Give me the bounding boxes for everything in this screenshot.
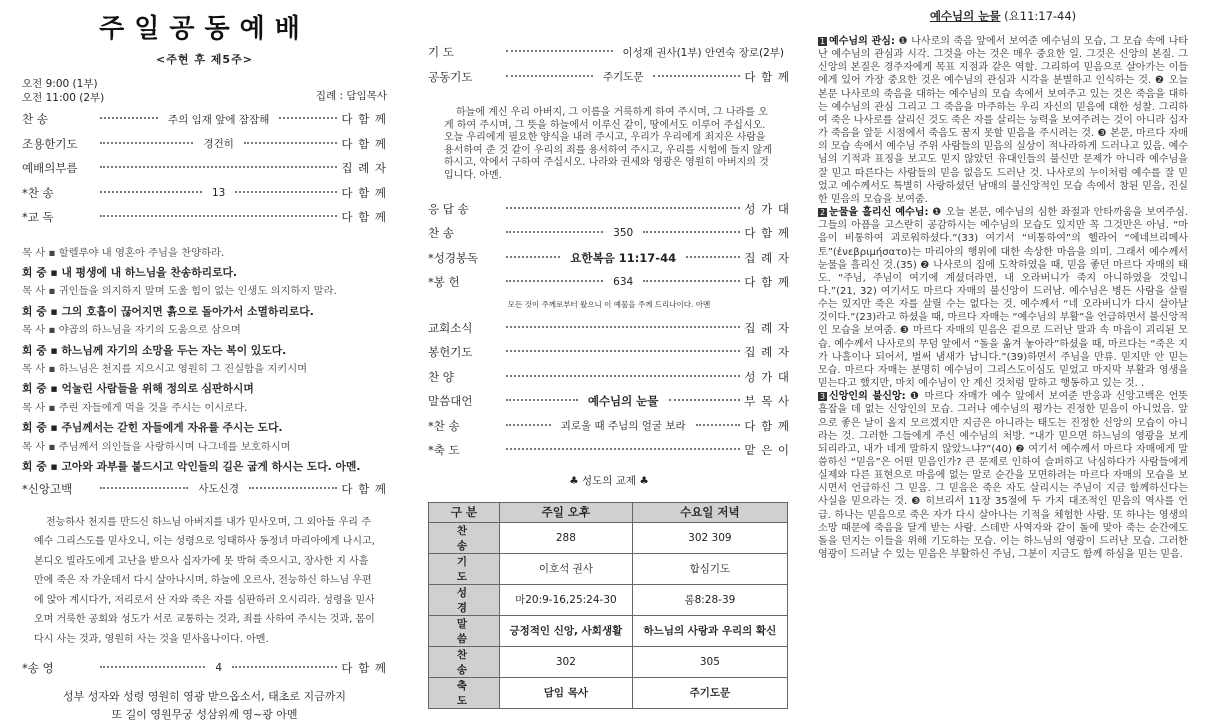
order-row	[428, 389, 790, 414]
order-content: 예수님의 눈물	[587, 394, 659, 409]
order-list-bottom	[428, 316, 790, 463]
schedule-cell: 305	[632, 646, 787, 677]
schedule-cell: 기 도	[429, 553, 500, 584]
order-label: 말씀대언	[428, 394, 473, 409]
dot-leader	[244, 142, 337, 144]
schedule-header-cell: 구 분	[429, 502, 500, 522]
section-body: ❶ 나사로의 죽음 앞에서 보여준 예수님의 모습, 그 모습 속에 나타난 예수님의 관심과 시각. 그것을 아는 것은 매우 중요한 일. 그것은 신앙의 본질. 그 신앙의 본질은 경주자에게 목표 지점과 같은 역할. 그리하여 믿음으로 살아가는 이들에게 있어 가장 중요한 것은 예수님의 관심과 시각을 분별하고 인식하는 것. ❷ 오늘 본문 나사로의 죽음을 대하는 예수님의 모습 속에서 보여주고 있는 것은 죽음을 대하는 예수님의 관심 그리고 그 죽음을 마주하는 우리 자신의 믿음에 대한 성찰. 그리하여 죽은 나사로를 살리신 것도 죽은 자를 살리는 능력을 보여주려는 것이 아니라 십자가 죽음을 앞둔 시점에서 죽음도 꿈지 못할 믿음을 주시려는 것. ❸ 본문, 마르다 자매의 모습 속에서 예수님 주위 사람들의 믿음의 실상이 적나라하게 드러나고 있음. 예수님의 기적과 표징을 보고도 믿지 않았던 유대인들의 불신만 문제가 아니라 예수님을 잘 믿고 따른다는 사람들의 믿음 없음도 드러난 것. 나사로의 누이처럼 예수를 잘 믿었고 예수께서도 특별히 사랑하셨던 남매의 불신앙적인 모습 속에서 참된 믿음, 진실한 믿음의 모습을 보여줌.	[818, 36, 1189, 205]
order-row	[22, 205, 387, 230]
dot-leader	[100, 117, 158, 119]
order-row	[428, 270, 790, 295]
section-heading: 예수님의 관심:	[829, 36, 896, 47]
page-subtitle: <주현 후 제5주>	[156, 53, 253, 66]
dot-leader	[232, 666, 337, 668]
order-row	[428, 340, 790, 365]
schedule-cell: 302 309	[632, 522, 787, 553]
order-row	[22, 181, 387, 206]
apostles-creed: 전능하사 천지를 만드신 하느님 아버지를 내가 믿사오며, 그 외아들 우리 주 예수 그리스도를 믿사오니, 이는 성령으로 잉태하사 동정녀 마리아에게 나시고, 본디오 빌라도에게 고난을 받으사 십자가에 못 박혀 죽으시고, 장사한 지 사흘 만에 죽은 자 가운데서 다시 살아나시며, 하늘에 오르사, 전능하신 하느님 우편에 앉아 계시다가, 저리로서 산 자와 죽은 자를 심판하러 오시리라. 성령을 믿사오며 거룩한 공회와 성도가 서로 교통하는 것과, 죄를 사하여 주시는 것과, 몸이 다시 사는 것과, 영원히 사는 것을 믿사옵나이다. 아멘.	[34, 516, 375, 645]
schedule-cell: 말 씀	[429, 615, 500, 646]
order-role: 다 함 께	[744, 69, 790, 84]
congregation-line: 회 중 ▪ 하느님께 자기의 소망을 두는 자는 복이 있도다.	[22, 343, 287, 357]
dot-leader	[506, 326, 740, 328]
dot-leader	[506, 424, 551, 426]
dot-leader	[686, 256, 740, 258]
order-row	[428, 221, 790, 246]
dot-leader	[696, 424, 741, 426]
schedule-table	[428, 502, 788, 709]
order-row	[22, 107, 387, 132]
order-list-top	[22, 107, 387, 230]
order-label: 응 답 송	[428, 201, 469, 216]
order-list-prayer	[428, 40, 790, 89]
order-label: *봉 헌	[428, 275, 460, 290]
dot-leader	[506, 375, 740, 377]
schedule-cell: 롬8:28-39	[632, 584, 787, 615]
worship-order-column-2	[428, 0, 790, 709]
sermon-section-2	[818, 206, 1188, 390]
order-content: 사도신경	[198, 483, 239, 496]
order-role: 다 함 께	[341, 481, 387, 496]
order-label: 교회소식	[428, 320, 473, 335]
dot-leader	[279, 117, 337, 119]
order-label: *교 독	[22, 210, 54, 225]
congregation-line: 회 중 ▪ 그의 호흡이 끊어지면 흙으로 돌아가서 소멸하리로다.	[22, 304, 314, 318]
schedule-cell: 축 도	[429, 677, 500, 708]
order-role: 다 함 께	[744, 226, 790, 241]
order-role: 집 례 자	[744, 250, 790, 265]
dot-leader	[653, 75, 740, 77]
schedule-header-cell: 주일 오후	[500, 502, 633, 522]
doxology-line-2: 또 길이 영원무궁 성삼위께 영~광 아멘	[111, 707, 298, 721]
dot-leader	[100, 142, 193, 144]
order-label: 조용한기도	[22, 136, 78, 151]
order-row	[22, 476, 387, 501]
congregation-line: 회 중 ▪ 억눌린 사람들을 위해 정의로 심판하시며	[22, 382, 254, 396]
responsive-reading	[22, 244, 387, 477]
schedule-cell: 302	[500, 646, 633, 677]
order-row	[22, 156, 387, 181]
order-label: *신앙고백	[22, 481, 73, 496]
order-label: 봉헌기도	[428, 345, 473, 360]
dot-leader	[100, 191, 202, 193]
order-content: 경건히	[203, 138, 234, 151]
order-role: 집 례 자	[341, 161, 387, 176]
table-row	[429, 615, 788, 646]
order-label: 공동기도	[428, 69, 473, 84]
schedule-cell: 찬 송	[429, 522, 500, 553]
dot-leader	[506, 256, 560, 258]
order-row	[428, 40, 790, 65]
schedule-cell: 마20:9-16,25:24-30	[500, 584, 633, 615]
doxology-text	[22, 688, 387, 724]
offering-note: 모든 것이 주께로부터 왔으니 이 예물을 주께 드리나이다. 아멘	[507, 299, 711, 309]
dot-leader	[506, 207, 740, 209]
page-title: 주일공동예배	[99, 14, 310, 44]
dot-leader	[506, 75, 593, 77]
order-row	[22, 132, 387, 157]
order-label: *축 도	[428, 443, 460, 458]
order-content: 주의 임재 앞에 잠잠해	[168, 113, 270, 126]
order-content: 이성재 권사(1부) 안연숙 장로(2부)	[622, 46, 784, 59]
schedule-cell: 긍정적인 신앙, 사회생활	[500, 615, 633, 646]
schedule-cell: 288	[500, 522, 633, 553]
order-label: 찬 양	[428, 369, 454, 384]
schedule-cell: 이호석 권사	[500, 553, 633, 584]
pastor-line: 목 사 ▪ 귀인들을 의지하지 말며 도울 힘이 없는 인생도 의지하지 말라.	[22, 285, 337, 298]
order-role: 성 가 대	[744, 369, 790, 384]
pastor-line: 목 사 ▪ 할렐루야 내 영혼아 주님을 찬양하라.	[22, 246, 225, 259]
doxology-line-1: 성부 성자와 성령 영원히 영광 받으옵소서, 태초로 지금까지	[63, 689, 346, 703]
order-role: 다 함 께	[341, 210, 387, 225]
dot-leader	[100, 487, 188, 489]
sermon-title-text: 예수님의 눈물	[929, 9, 1001, 23]
order-label: *송 영	[22, 660, 54, 675]
schedule-cell: 합심기도	[632, 553, 787, 584]
order-row	[428, 65, 790, 90]
section-heading: 눈물을 흘리신 예수님:	[829, 207, 929, 219]
dot-leader	[235, 191, 337, 193]
order-content: 13	[212, 186, 226, 199]
dot-leader	[506, 50, 613, 52]
dot-leader	[100, 666, 205, 668]
dot-leader	[506, 448, 740, 450]
schedule-cell: 주기도문	[632, 677, 787, 708]
table-row	[429, 584, 788, 615]
order-content: 350	[613, 227, 634, 240]
dot-leader	[100, 166, 337, 168]
order-label: *찬 송	[22, 185, 54, 200]
pastor-line: 목 사 ▪ 하느님은 천지를 지으시고 영원히 그 진실함을 지키시며	[22, 362, 308, 375]
order-content: 4	[215, 661, 223, 674]
doxology-row-wrap	[22, 655, 387, 680]
order-content: 요한복음 11:17-44	[570, 250, 677, 265]
order-content: 634	[613, 276, 634, 289]
order-row	[428, 365, 790, 390]
order-row	[22, 655, 387, 680]
section-number-badge: 1	[819, 37, 826, 46]
section-number-badge: 2	[819, 208, 826, 218]
schedule-cell: 하느님의 사랑과 우리의 확신	[632, 615, 787, 646]
presider: 집례 : 담임목사	[315, 90, 387, 102]
order-role: 부 목 사	[744, 394, 790, 409]
time-second: 오전 11:00 (2부)	[22, 92, 105, 104]
table-row	[429, 553, 788, 584]
schedule-header-row	[429, 502, 788, 522]
sermon-section-3	[818, 390, 1188, 561]
order-role: 다 함 께	[744, 418, 791, 433]
schedule-header-cell: 수요일 저녁	[632, 502, 787, 522]
order-content: 주기도문	[602, 71, 644, 84]
order-label: 찬 송	[22, 112, 48, 127]
order-role: 다 함 께	[341, 112, 388, 127]
pastor-line: 목 사 ▪ 주님께서 의인들을 사랑하시며 나그네를 보호하시며	[22, 440, 291, 453]
order-role: 집 례 자	[744, 345, 790, 360]
dot-leader	[506, 280, 603, 282]
table-row	[429, 522, 788, 553]
dot-leader	[506, 231, 603, 233]
schedule-cell: 담임 목사	[500, 677, 633, 708]
dot-leader	[506, 350, 740, 352]
congregation-line: 회 중 ▪ 내 평생에 내 하느님을 찬송하리로다.	[22, 265, 238, 279]
order-row	[428, 197, 790, 222]
sermon-column	[818, 0, 1188, 561]
order-role: 다 함 께	[341, 660, 388, 675]
schedule-body	[429, 522, 788, 708]
order-label: 기 도	[428, 45, 454, 60]
section-body: ❶ 오늘 본문, 예수님의 심한 좌절과 안타까움을 보여주심. 그들의 아픔을 고스란히 공감하시는 예수님의 모습도 있지만 꼭 그것만은 아님. “마음이 비통하여 괴로워하셨다.”(33) 여기서 “비통하여”의 헬라어 “에네브리메사토”(ἐνεβριμήσατο)는 마리아의 행위에 대한 속상한 마음을 의미. 그래서 예수께서 눈물을 흘리신 것.(35) ❷ 나사로의 집에 도착하였을 때, 믿음 좋던 마르다 자매의 태도. “주님, 주님이 여기에 계셨더라면, 내 오라버니가 죽지 아니하였을 것입니다.”(21, 32) 여기서도 마르다 자매의 불신앙이 드러남. 예수님은 병든 사람을 살릴 수는 있지만 죽은 자를 살릴 수는 없다는 것. 예수께서 “네 오라버니가 다시 살아날 것이다.”(23)라고 하셨을 때, 마르다 자매는 “예수님의 부활”을 언급하면서 불신앙적인 모습을 보여줌. ❸ 마르다 자매의 믿음은 겉으로 드러난 말과 속 마음이 괴리된 모습. 예수께서 나사로의 무덤 앞에서 “돌을 옮겨 놓아라”하셨을 때, 마르다는 “죽은 지가 나흘이나 되어서, 벌써 냄새가 납니다.”(39)하면서 주님을 만류. 믿지만 안 믿는 모습. 마르다 자매는 분명히 예수님이 그리스도이심도 믿었고 마지막 부활과 영생을 믿는다고 했지만, 마치 예수님이 안 계신 것처럼 말하고 행동하고 있는 것. .	[818, 207, 1188, 390]
order-row	[428, 316, 790, 341]
order-role: 다 함 께	[744, 275, 790, 290]
pastor-line: 목 사 ▪ 야곱의 하느님을 자기의 도움으로 삼으며	[22, 324, 241, 337]
order-content: 괴로울 때 주님의 얼굴 보라	[560, 420, 686, 433]
order-role: 다 함 께	[341, 185, 388, 200]
section-number-badge: 3	[819, 392, 826, 402]
fellowship-heading: ♣ 성도의 교제 ♣	[569, 474, 649, 487]
schedule-cell: 성 경	[429, 584, 500, 615]
dot-leader	[669, 399, 741, 401]
order-list-middle	[428, 197, 790, 295]
creed-row-wrap	[22, 476, 387, 501]
order-row	[428, 438, 790, 463]
order-label: 예배의부름	[22, 161, 78, 176]
service-times	[22, 77, 387, 107]
order-label: *찬 송	[428, 418, 460, 433]
order-row	[428, 414, 790, 439]
table-row	[429, 677, 788, 708]
worship-order-column	[22, 0, 387, 724]
order-role: 성 가 대	[744, 201, 790, 216]
congregation-line: 회 중 ▪ 주님께서는 갇힌 자들에게 자유를 주시는 도다.	[22, 421, 283, 435]
time-first: 오전 9:00 (1부)	[22, 78, 98, 90]
schedule-cell: 찬 송	[429, 646, 500, 677]
lords-prayer: 하늘에 계신 우리 아버지, 그 이름을 거룩하게 하여 주시며, 그 나라를 오게 하여 주시며, 그 뜻을 하늘에서 이루신 같이, 땅에서도 이루어 주십시오. 오늘 우리에게 필요한 양식을 내려 주시고, 우리가 우리에게 죄지은 사람을 용서하여 준 것 같이 우리의 죄를 용서하여 주시고, 우리를 시험에 들지 않게 하시고, 악에서 구하여 주십시오. 나라와 권세와 영광은 영원히 아버지의 것입니다. 아멘.	[444, 107, 772, 181]
order-role: 맡 은 이	[744, 443, 790, 458]
sermon-reference: (요11:17-44)	[1004, 9, 1077, 23]
order-role: 다 함 께	[341, 136, 388, 151]
order-role: 집 례 자	[744, 320, 790, 335]
dot-leader	[100, 215, 337, 217]
section-body: ❶ 마르다 자매가 예수 앞에서 보여준 반응과 신앙고백은 언뜻 흠잡을 데 없는 신앙인의 모습. 그러나 예수님의 평가는 진정한 믿음이 아니었음. 앞으로 좋은 날이 올지 모르겠지만 지금은 아니라는 태도는 진정한 신앙의 모습이 아니라는 것. 그러한 그들에게 주신 예수님의 처방. “내가 믿으면 하느님의 영광을 보게 되리라고, 내가 네게 말하지 않았느냐?”(40) ❷ 여기서 예수께서 마르다 자매에게 말씀하신 “믿음”은 어떤 믿음인가? 큰 문제로 인하여 슬퍼하고 낙심하다가 사람들에게 실제와 다른 표현으로 마음에 없는 말로 순간을 모면하려는 마르다 자매의 모습을 보시면서 언급하신 그 믿음. 그 믿음은 죽은 자도 살리시는 주님이 지금 함께하신다는 사실을 믿으라는 것. ❸ 히브리서 11장 35절에 두 가지 대조적인 믿음의 역사를 언급. 하나는 믿음으로 죽은 자가 다시 살아나는 기적을 체험한 사람. 또 하나는 영생의 소망 때문에 죽음을 달게 받는 사람. 스데반 사역자와 같이 돌에 맞아 죽는 순간에도 돌을 던지는 이들을 위해 기도하는 모습. 이는 하느님의 영광이 드러난 모습. 그러한 영광이 드러날 수 있는 믿음은 부활하신 주님, 그분이 지금도 함께 하심을 믿는 믿음.	[818, 391, 1188, 561]
table-row	[429, 646, 788, 677]
order-label: *성경봉독	[428, 250, 479, 265]
dot-leader	[643, 231, 740, 233]
dot-leader	[643, 280, 740, 282]
pastor-line: 목 사 ▪ 주린 자들에게 먹을 것을 주시는 이시로다.	[22, 401, 248, 414]
dot-leader	[506, 399, 578, 401]
congregation-line: 회 중 ▪ 고아와 과부를 붙드시고 악인들의 길은 굽게 하시는 도다. 아멘.	[22, 459, 361, 473]
section-heading: 신앙인의 불신앙:	[829, 391, 906, 403]
order-row	[428, 246, 790, 271]
order-label: 찬 송	[428, 226, 454, 241]
sermon-section-1	[818, 35, 1188, 206]
sermon-title	[818, 8, 1188, 24]
dot-leader	[249, 487, 337, 489]
